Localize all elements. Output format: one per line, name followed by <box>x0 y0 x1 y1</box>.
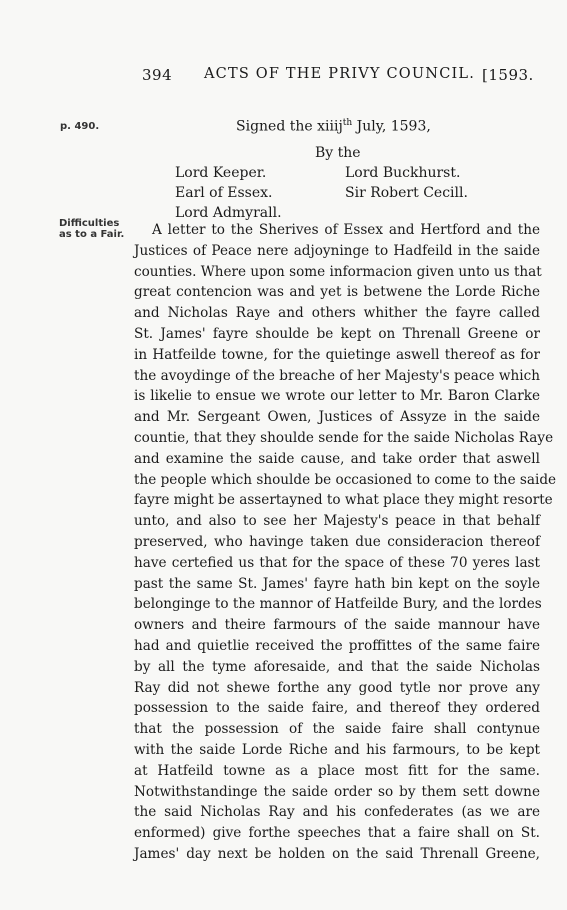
body-line: fayre might be assertayned to what place they might resorte <box>134 492 553 509</box>
signatories-left <box>175 163 282 223</box>
body-line: possession to the saide faire, and thereof they ordered <box>134 700 540 717</box>
body-line: great contencion was and yet is betwene the Lorde Riche <box>134 284 540 301</box>
body-line: and examine the saide cause, and take order that aswell <box>134 450 540 467</box>
body-line: that the possession of the saide faire shall contynue <box>134 721 540 738</box>
signatory: Earl of Essex. <box>175 185 273 201</box>
body-line: countie, that they shoulde sende for the saide Nicholas Raye <box>134 429 554 446</box>
body-line: unto, and also to see her Majesty's peace in that behalf <box>134 513 540 530</box>
body-line: owners and theire farmours of the saide mannour have <box>134 617 540 634</box>
margin-note: Difficulties as to a Fair. <box>59 218 125 240</box>
body-line: St. James' fayre shoulde be kept on Threnall Greene or <box>134 325 540 342</box>
body-line: and Nicholas Raye and others whither the fayre called <box>134 305 540 322</box>
body-line: with the saide Lorde Riche and his farmours, to be kept <box>134 741 540 758</box>
running-header <box>0 66 567 86</box>
body-line: counties. Where upon some informacion given unto us that <box>134 263 542 280</box>
running-title: ACTS OF THE PRIVY COUNCIL. <box>204 66 476 82</box>
signed-superscript: th <box>342 118 353 128</box>
body-line: is likelie to ensue we wrote our letter to Mr. Baron Clarke <box>134 388 540 405</box>
body-line: in Hatfeilde towne, for the quietinge aswell thereof as for <box>134 346 540 363</box>
signatory: Lord Admyrall. <box>175 205 282 221</box>
margin-page-reference: p. 490. <box>60 121 100 132</box>
body-line: preserved, who havinge taken due consideracion thereof <box>134 533 540 550</box>
body-line: A letter to the Sherives of Essex and Hertford and the <box>152 222 540 238</box>
signatory: Lord Buckhurst. <box>345 165 461 181</box>
signatory: Lord Keeper. <box>175 165 267 181</box>
letter-body <box>134 220 557 865</box>
body-line: the avoydinge of the breache of her Majesty's peace which <box>134 367 540 384</box>
body-line: by all the tyme aforesaide, and that the saide Nicholas <box>134 658 540 675</box>
body-line: enformed) give forthe speeches that a faire shall on St. <box>134 825 540 842</box>
body-line: Notwithstandinge the saide order so by them sett downe <box>134 783 540 800</box>
body-line: the said Nicholas Ray and his confederates (as we are <box>134 804 540 821</box>
signatories-right <box>345 163 468 203</box>
page-number: 394 <box>142 66 173 84</box>
body-line: and Mr. Sergeant Owen, Justices of Assyze in the saide <box>134 409 540 426</box>
body-line: belonginge to the mannor of Hatfeilde Bury, and the lordes <box>134 596 542 613</box>
signed-text: Signed the xiiij <box>236 118 343 135</box>
body-line: have certefied us that for the space of these 70 yeres last <box>134 554 540 571</box>
body-line: past the same St. James' fayre hath bin kept on the soyle <box>134 575 540 592</box>
body-line: had and quietlie received the proffittes of the same faire <box>134 637 540 654</box>
signed-date: July, 1593, <box>352 118 431 135</box>
body-line: the people which shoulde be occasioned to come to the saide <box>134 471 557 488</box>
by-the-label: By the <box>315 145 361 161</box>
body-line: Justices of Peace nere adjoyninge to Hadfeild in the saide <box>134 242 540 259</box>
header-year: [1593. <box>482 66 534 84</box>
body-line: Ray did not shewe forthe any good tytle nor prove any <box>134 679 540 696</box>
body-line: James' day next be holden on the said Threnall Greene, <box>134 845 540 862</box>
signed-line <box>236 118 431 135</box>
signatory: Sir Robert Cecill. <box>345 185 468 201</box>
body-line: at Hatfeild towne as a place most fitt for the same. <box>134 762 540 779</box>
